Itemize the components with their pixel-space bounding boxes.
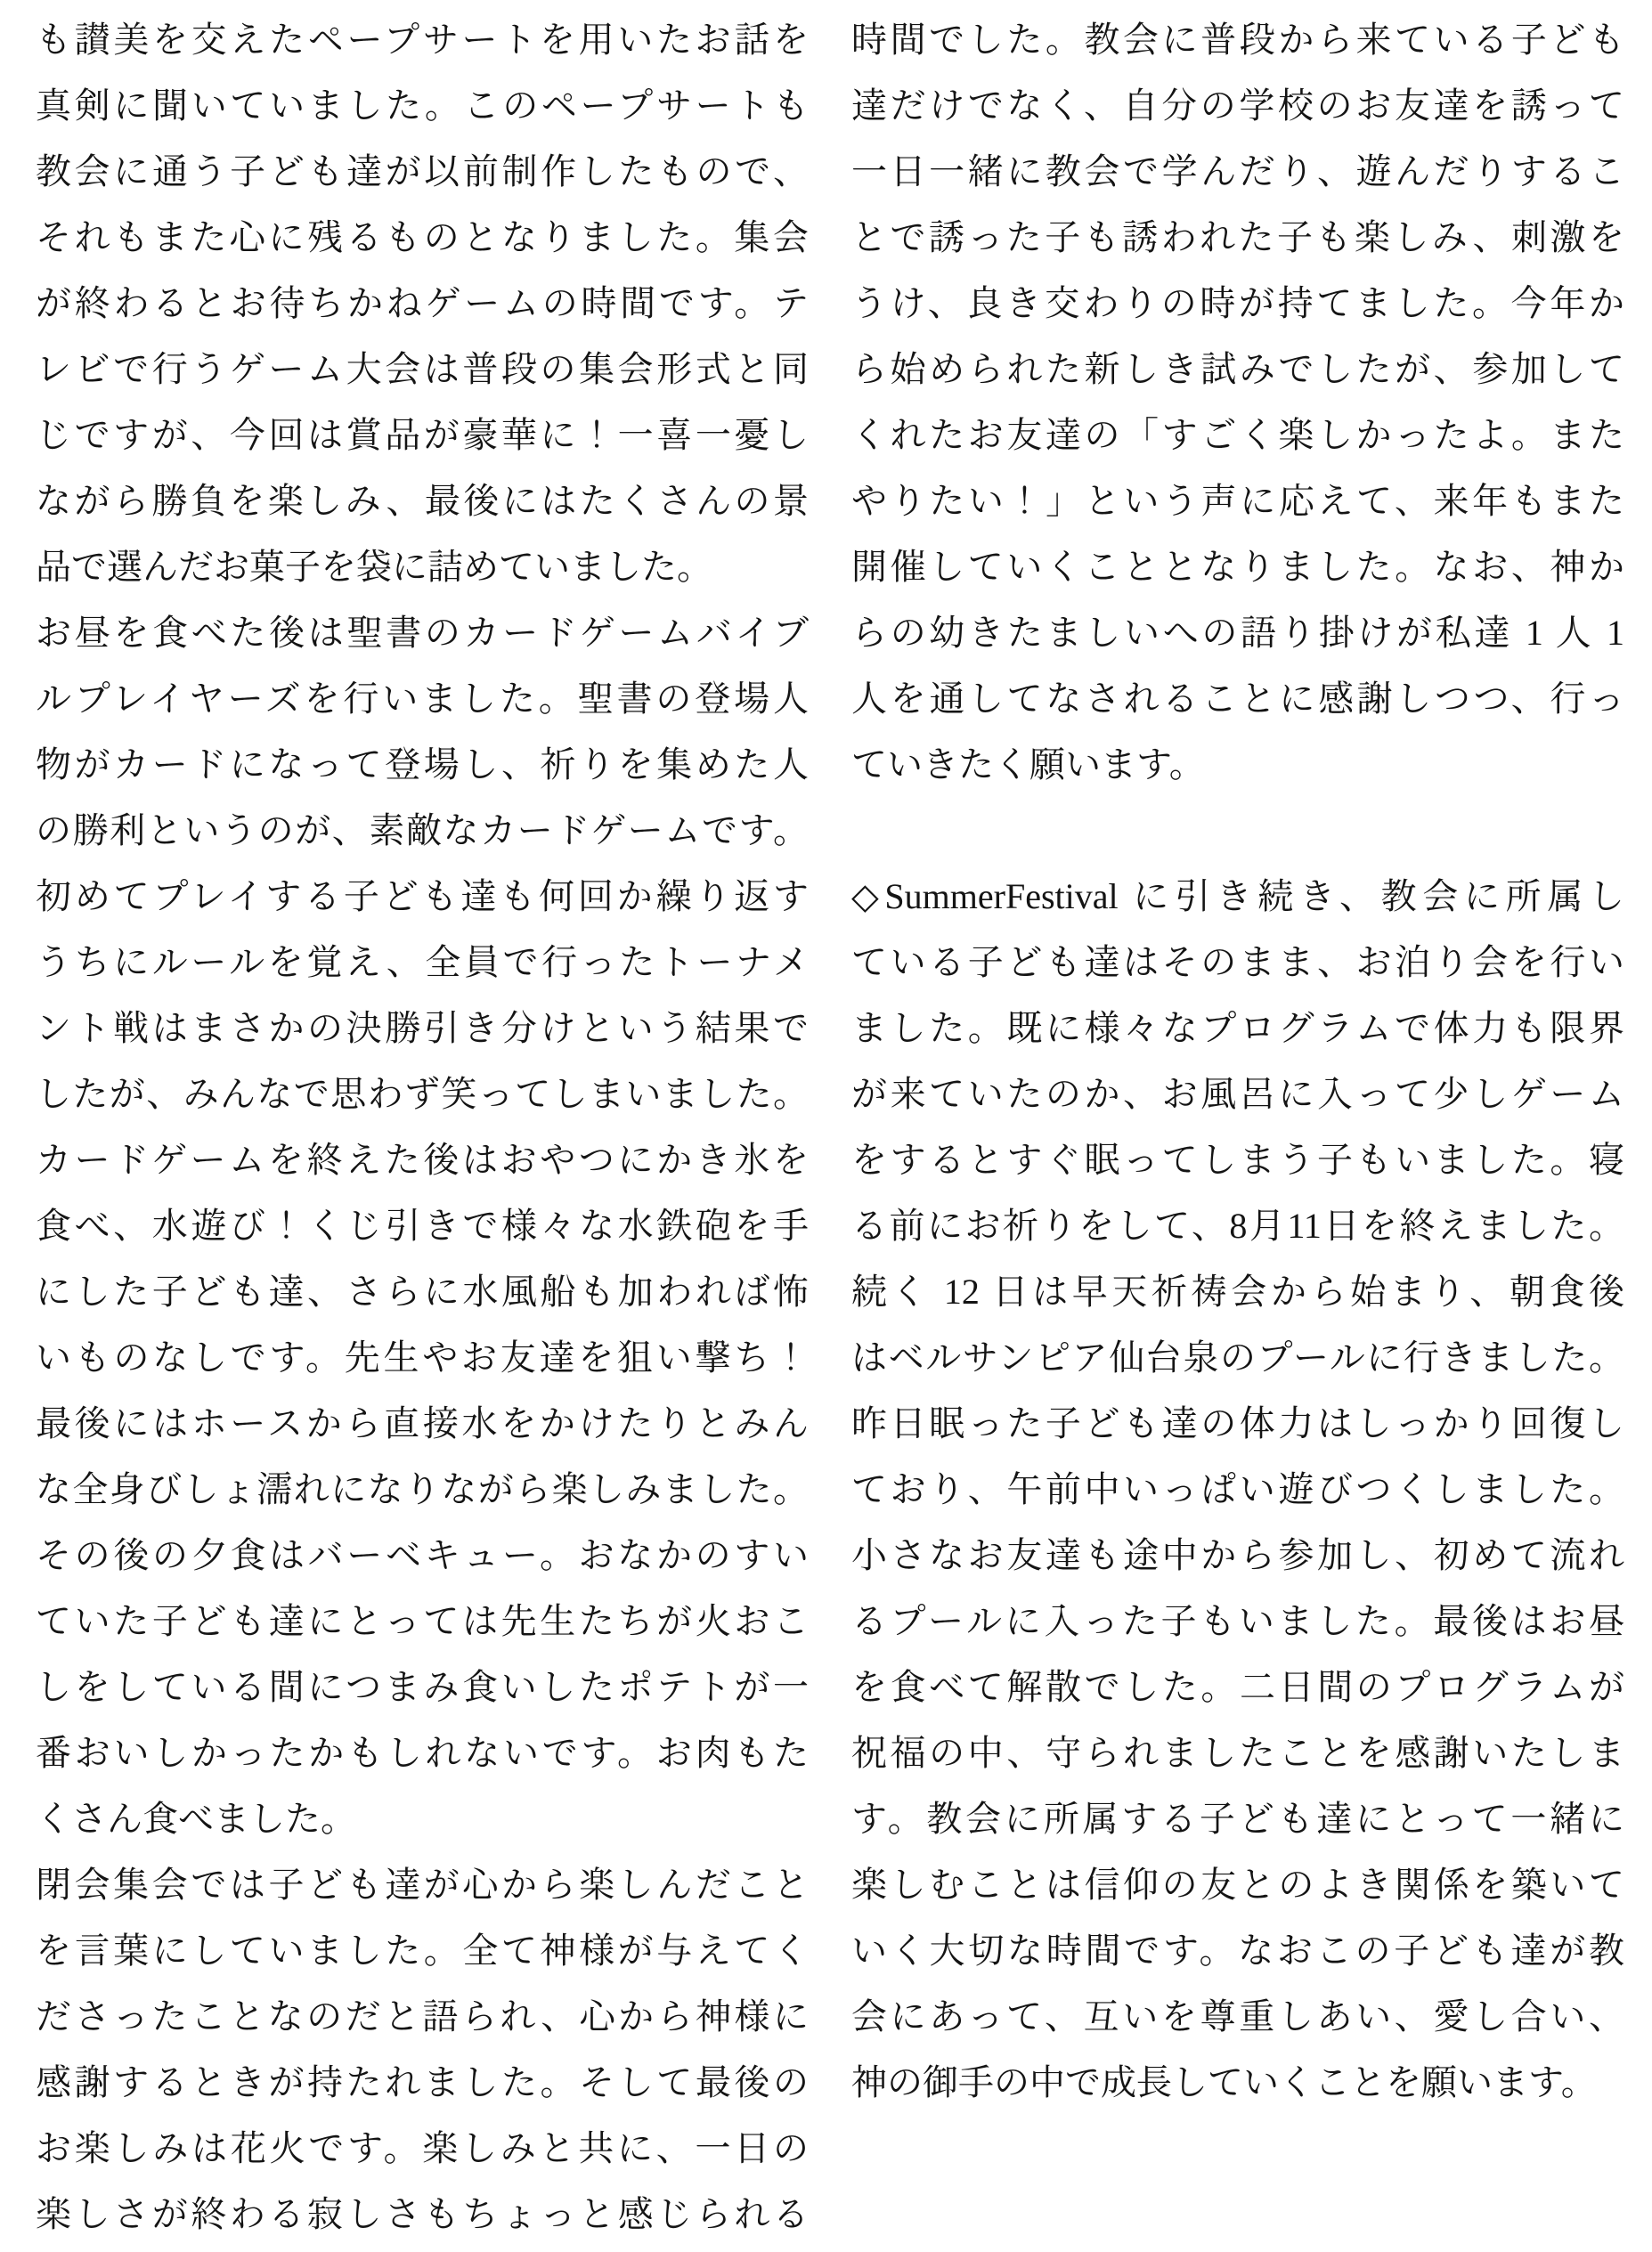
text-line: にした子ども達、さらに水風船も加われば怖 xyxy=(36,1272,809,1312)
text-line: る前にお祈りをして、8月11日を終えました。 xyxy=(851,1206,1624,1246)
text-line: お昼を食べた後は聖書のカードゲームバイブ xyxy=(36,613,809,653)
text-line: 楽しむことは信仰の友とのよき関係を築いて xyxy=(851,1865,1624,1905)
text-line: ていきたく願います。 xyxy=(851,744,1205,785)
text-line: 一日一緒に教会で学んだり、遊んだりするこ xyxy=(851,151,1624,191)
text-line: ◇SummerFestival に引き続き、教会に所属し xyxy=(851,876,1624,916)
text-line: 最後にはホースから直接水をかけたりとみん xyxy=(36,1403,809,1443)
text-line: ら始められた新しき試みでしたが、参加して xyxy=(851,349,1624,389)
text-line: とで誘った子も誘われた子も楽しみ、刺激を xyxy=(851,217,1624,257)
text-line: な全身びしょ濡れになりながら楽しみました。 xyxy=(36,1469,809,1509)
text-line: 楽しさが終わる寂しさもちょっと感じられる xyxy=(36,2194,809,2234)
text-line: それもまた心に残るものとなりました。集会 xyxy=(36,217,809,257)
text-line: 神の御手の中で成長していくことを願います。 xyxy=(851,2062,1597,2102)
text-line: うちにルールを覚え、全員で行ったトーナメ xyxy=(36,942,809,982)
text-line: お楽しみは花火です。楽しみと共に、一日の xyxy=(36,2128,809,2168)
text-line: しをしている間につまみ食いしたポテトが一 xyxy=(36,1667,809,1707)
text-line: ました。既に様々なプログラムで体力も限界 xyxy=(851,1008,1624,1048)
text-line: その後の夕食はバーベキュー。おなかのすい xyxy=(36,1535,809,1575)
text-line: が来ていたのか、お風呂に入って少しゲーム xyxy=(851,1074,1624,1114)
text-line: いく大切な時間です。なおこの子ども達が教 xyxy=(851,1931,1624,1971)
text-column-right xyxy=(851,7,1624,2252)
text-line: らの幼きたましいへの語り掛けが私達 1 人 1 xyxy=(851,613,1624,653)
text-line: じですが、今回は賞品が豪華に！一喜一憂し xyxy=(36,415,809,455)
text-line: が終わるとお待ちかねゲームの時間です。テ xyxy=(36,283,809,323)
text-line: したが、みんなで思わず笑ってしまいました。 xyxy=(36,1074,809,1114)
text-line: を食べて解散でした。二日間のプログラムが xyxy=(851,1667,1624,1707)
text-line: 時間でした。教会に普段から来ている子ども xyxy=(851,20,1624,60)
text-line: 達だけでなく、自分の学校のお友達を誘って xyxy=(851,85,1624,126)
text-line: ださったことなのだと語られ、心から神様に xyxy=(36,1996,809,2037)
text-line: 閉会集会では子ども達が心から楽しんだこと xyxy=(36,1865,809,1905)
text-line: レビで行うゲーム大会は普段の集会形式と同 xyxy=(36,349,809,389)
text-line: いものなしです。先生やお友達を狙い撃ち！ xyxy=(36,1337,809,1378)
blank-line xyxy=(851,798,1624,864)
text-line: の勝利というのが、素敵なカードゲームです。 xyxy=(36,810,809,850)
text-line: ント戦はまさかの決勝引き分けという結果で xyxy=(36,1008,809,1048)
text-line: 物がカードになって登場し、祈りを集めた人 xyxy=(36,744,809,785)
text-line: ルプレイヤーズを行いました。聖書の登場人 xyxy=(36,679,809,719)
text-line: くれたお友達の「すごく楽しかったよ。また xyxy=(851,415,1624,455)
text-line: ていた子ども達にとっては先生たちが火おこ xyxy=(36,1601,809,1641)
text-line: 初めてプレイする子ども達も何回か繰り返す xyxy=(36,876,809,916)
text-line: やりたい！」という声に応えて、来年もまた xyxy=(851,481,1624,521)
text-line: 会にあって、互いを尊重しあい、愛し合い、 xyxy=(851,1996,1624,2037)
text-line: 感謝するときが持たれました。そして最後の xyxy=(36,2062,809,2102)
text-line: るプールに入った子もいました。最後はお昼 xyxy=(851,1601,1624,1641)
text-line: ながら勝負を楽しみ、最後にはたくさんの景 xyxy=(36,481,809,521)
text-line: 品で選んだお菓子を袋に詰めていました。 xyxy=(36,547,712,587)
text-line: はベルサンピア仙台泉のプールに行きました。 xyxy=(851,1337,1624,1378)
text-line: 開催していくこととなりました。なお、神か xyxy=(851,547,1624,587)
text-line: す。教会に所属する子ども達にとって一緒に xyxy=(851,1799,1624,1839)
text-line: 小さなお友達も途中から参加し、初めて流れ xyxy=(851,1535,1624,1575)
text-line: 番おいしかったかもしれないです。お肉もた xyxy=(36,1733,809,1773)
text-line: ており、午前中いっぱい遊びつくしました。 xyxy=(851,1469,1624,1509)
text-line: 続く 12 日は早天祈祷会から始まり、朝食後 xyxy=(851,1272,1624,1312)
text-column-left xyxy=(36,7,809,2252)
text-line: うけ、良き交わりの時が持てました。今年か xyxy=(851,283,1624,323)
text-line: カードゲームを終えた後はおやつにかき氷を xyxy=(36,1140,809,1180)
text-line: も讃美を交えたペープサートを用いたお話を xyxy=(36,20,809,60)
text-line: を言葉にしていました。全て神様が与えてく xyxy=(36,1931,809,1971)
text-line: 真剣に聞いていました。このペープサートも xyxy=(36,85,809,126)
text-line: ている子ども達はそのまま、お泊り会を行い xyxy=(851,942,1624,982)
text-line: 昨日眠った子ども達の体力はしっかり回復し xyxy=(851,1403,1624,1443)
text-line: 祝福の中、守られましたことを感謝いたしま xyxy=(851,1733,1624,1773)
text-line: 食べ、水遊び！くじ引きで様々な水鉄砲を手 xyxy=(36,1206,809,1246)
text-line: をするとすぐ眠ってしまう子もいました。寝 xyxy=(851,1140,1624,1180)
text-line: 人を通してなされることに感謝しつつ、行っ xyxy=(851,679,1624,719)
text-line: 教会に通う子ども達が以前制作したもので、 xyxy=(36,151,809,191)
text-line: くさん食べました。 xyxy=(36,1799,356,1839)
